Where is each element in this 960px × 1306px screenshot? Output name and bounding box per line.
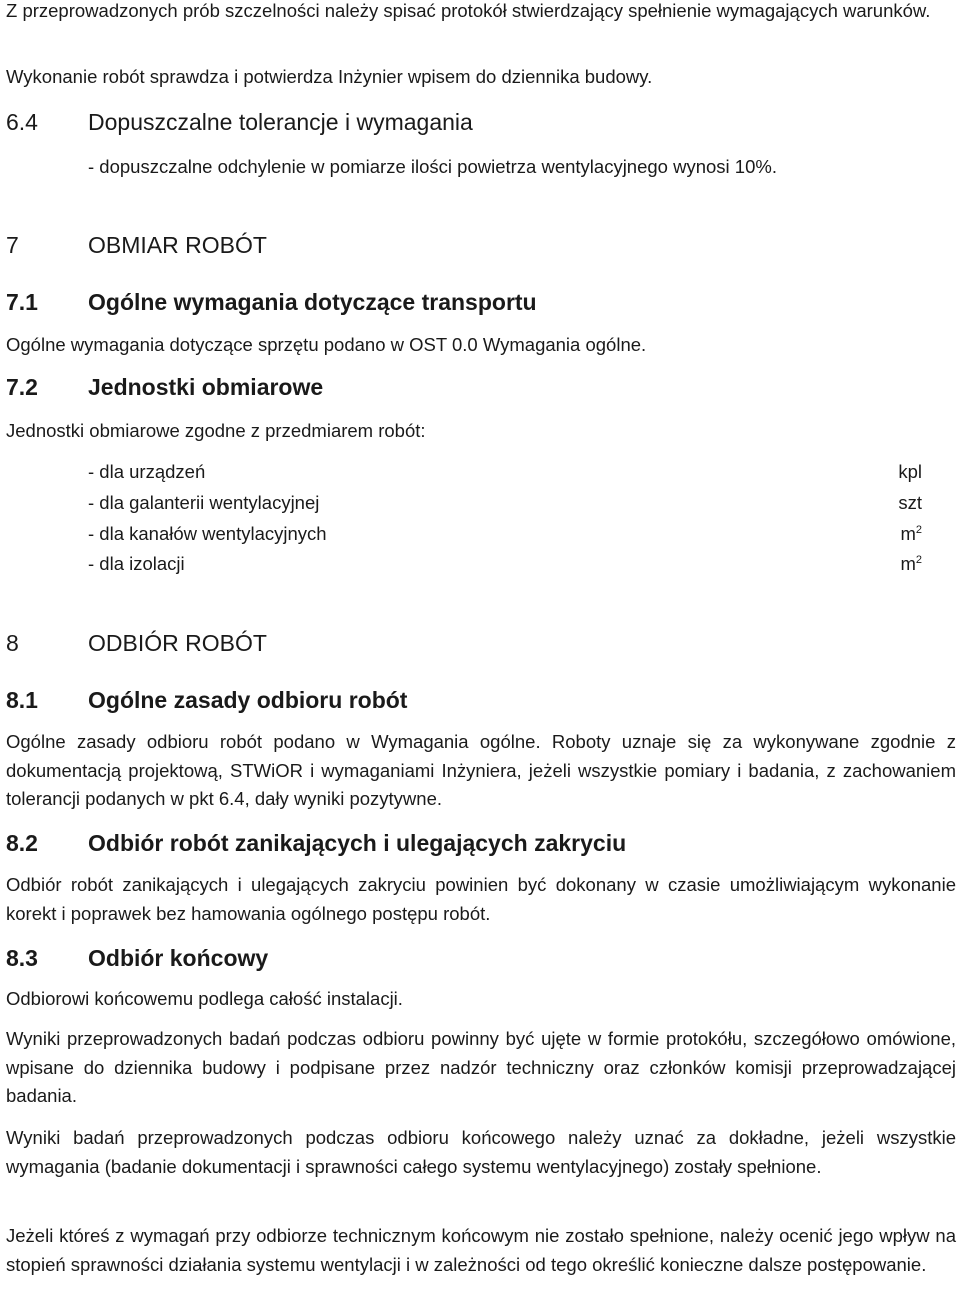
list-item-unit: $m^2$	[900, 523, 922, 544]
list-item	[88, 550, 922, 578]
heading-7-2	[6, 372, 956, 402]
paragraph-results-accuracy: Wyniki badań przeprowadzonych podczas odbioru końcowego należy uznać za dokładne, jeżeli wszystkie wymagania (badanie dokumentacji i sprawności całego systemu wentylacyjnego) zostały spełnione.	[6, 1127, 956, 1177]
paragraph-units: Jednostki obmiarowe zgodne z przedmiarem robót:	[6, 420, 426, 441]
paragraph-general-rules: Ogólne zasady odbioru robót podano w Wymagania ogólne. Roboty uznaje się za wykonywane zgodnie z dokumentacją projektową, STWiOR i wymaganiami Inżyniera, jeżeli wszystkie pomiary i badania, z zachowaniem tolerancji podanych w pkt 6.4, dały wyniki pozytywne.	[6, 731, 956, 809]
list-item-unit: szt	[898, 492, 922, 513]
heading-title: Jednostki obmiarowe	[88, 374, 324, 400]
list-item-label: - dla izolacji	[88, 553, 185, 574]
heading-title: Ogólne wymagania dotyczące transportu	[88, 289, 537, 315]
list-item-unit: $m^2$	[900, 553, 922, 574]
heading-title: Odbiór robót zanikających i ulegających zakryciu	[88, 830, 627, 856]
paragraph-protocol: Z przeprowadzonych prób szczelności należy spisać protokół stwierdzający spełnienie wymagających warunków.	[6, 0, 931, 21]
heading-number: 6.4	[6, 109, 38, 135]
heading-8-3	[6, 943, 956, 973]
heading-8-1	[6, 685, 956, 715]
heading-number: 8.2	[6, 830, 38, 856]
heading-8-2	[6, 828, 956, 858]
heading-6-4	[6, 107, 956, 137]
paragraph-hidden-works: Odbiór robót zanikających i ulegających zakryciu powinien być dokonany w czasie umożliwiającym wykonanie korekt i poprawek bez hamowania ogólnego postępu robót.	[6, 874, 956, 924]
heading-title: Ogólne zasady odbioru robót	[88, 687, 408, 713]
heading-title: Odbiór końcowy	[88, 945, 269, 971]
heading-title: Dopuszczalne tolerancje i wymagania	[88, 109, 473, 135]
list-item-label: - dla kanałów wentylacyjnych	[88, 523, 327, 544]
heading-number: 7	[6, 232, 19, 258]
list-item-unit: kpl	[898, 461, 922, 482]
paragraph-transport: Ogólne wymagania dotyczące sprzętu podano w OST 0.0 Wymagania ogólne.	[6, 334, 647, 355]
list-item	[88, 489, 922, 517]
paragraph-tolerance: - dopuszczalne odchylenie w pomiarze ilości powietrza wentylacyjnego wynosi 10%.	[88, 156, 777, 177]
heading-number: 7.1	[6, 289, 38, 315]
heading-title: OBMIAR ROBÓT	[88, 232, 267, 258]
heading-number: 7.2	[6, 374, 38, 400]
heading-7	[6, 230, 956, 260]
paragraph-unmet-requirements: Jeżeli któreś z wymagań przy odbiorze technicznym końcowym nie zostało spełnione, należy ocenić jego wpływ na stopień sprawności działania systemu wentylacji i w zależności od tego określić konieczne dalsze postępowanie.	[6, 1225, 956, 1275]
list-item	[88, 520, 922, 548]
heading-7-1	[6, 287, 956, 317]
heading-title: ODBIÓR ROBÓT	[88, 630, 267, 656]
paragraph-inspection: Wykonanie robót sprawdza i potwierdza Inżynier wpisem do dziennika budowy.	[6, 66, 653, 87]
heading-number: 8	[6, 630, 19, 656]
heading-number: 8.3	[6, 945, 38, 971]
heading-8	[6, 628, 956, 658]
heading-number: 8.1	[6, 687, 38, 713]
paragraph-results-protocol: Wyniki przeprowadzonych badań podczas odbioru powinny być ujęte w formie protokółu, szczegółowo omówione, wpisane do dziennika budowy i podpisane przez nadzór techniczny oraz członków komisji przeprowadzającej badania.	[6, 1028, 956, 1106]
list-item-label: - dla galanterii wentylacyjnej	[88, 492, 320, 513]
list-item	[88, 458, 922, 486]
paragraph-final-scope: Odbiorowi końcowemu podlega całość instalacji.	[6, 988, 403, 1009]
list-item-label: - dla urządzeń	[88, 461, 206, 482]
